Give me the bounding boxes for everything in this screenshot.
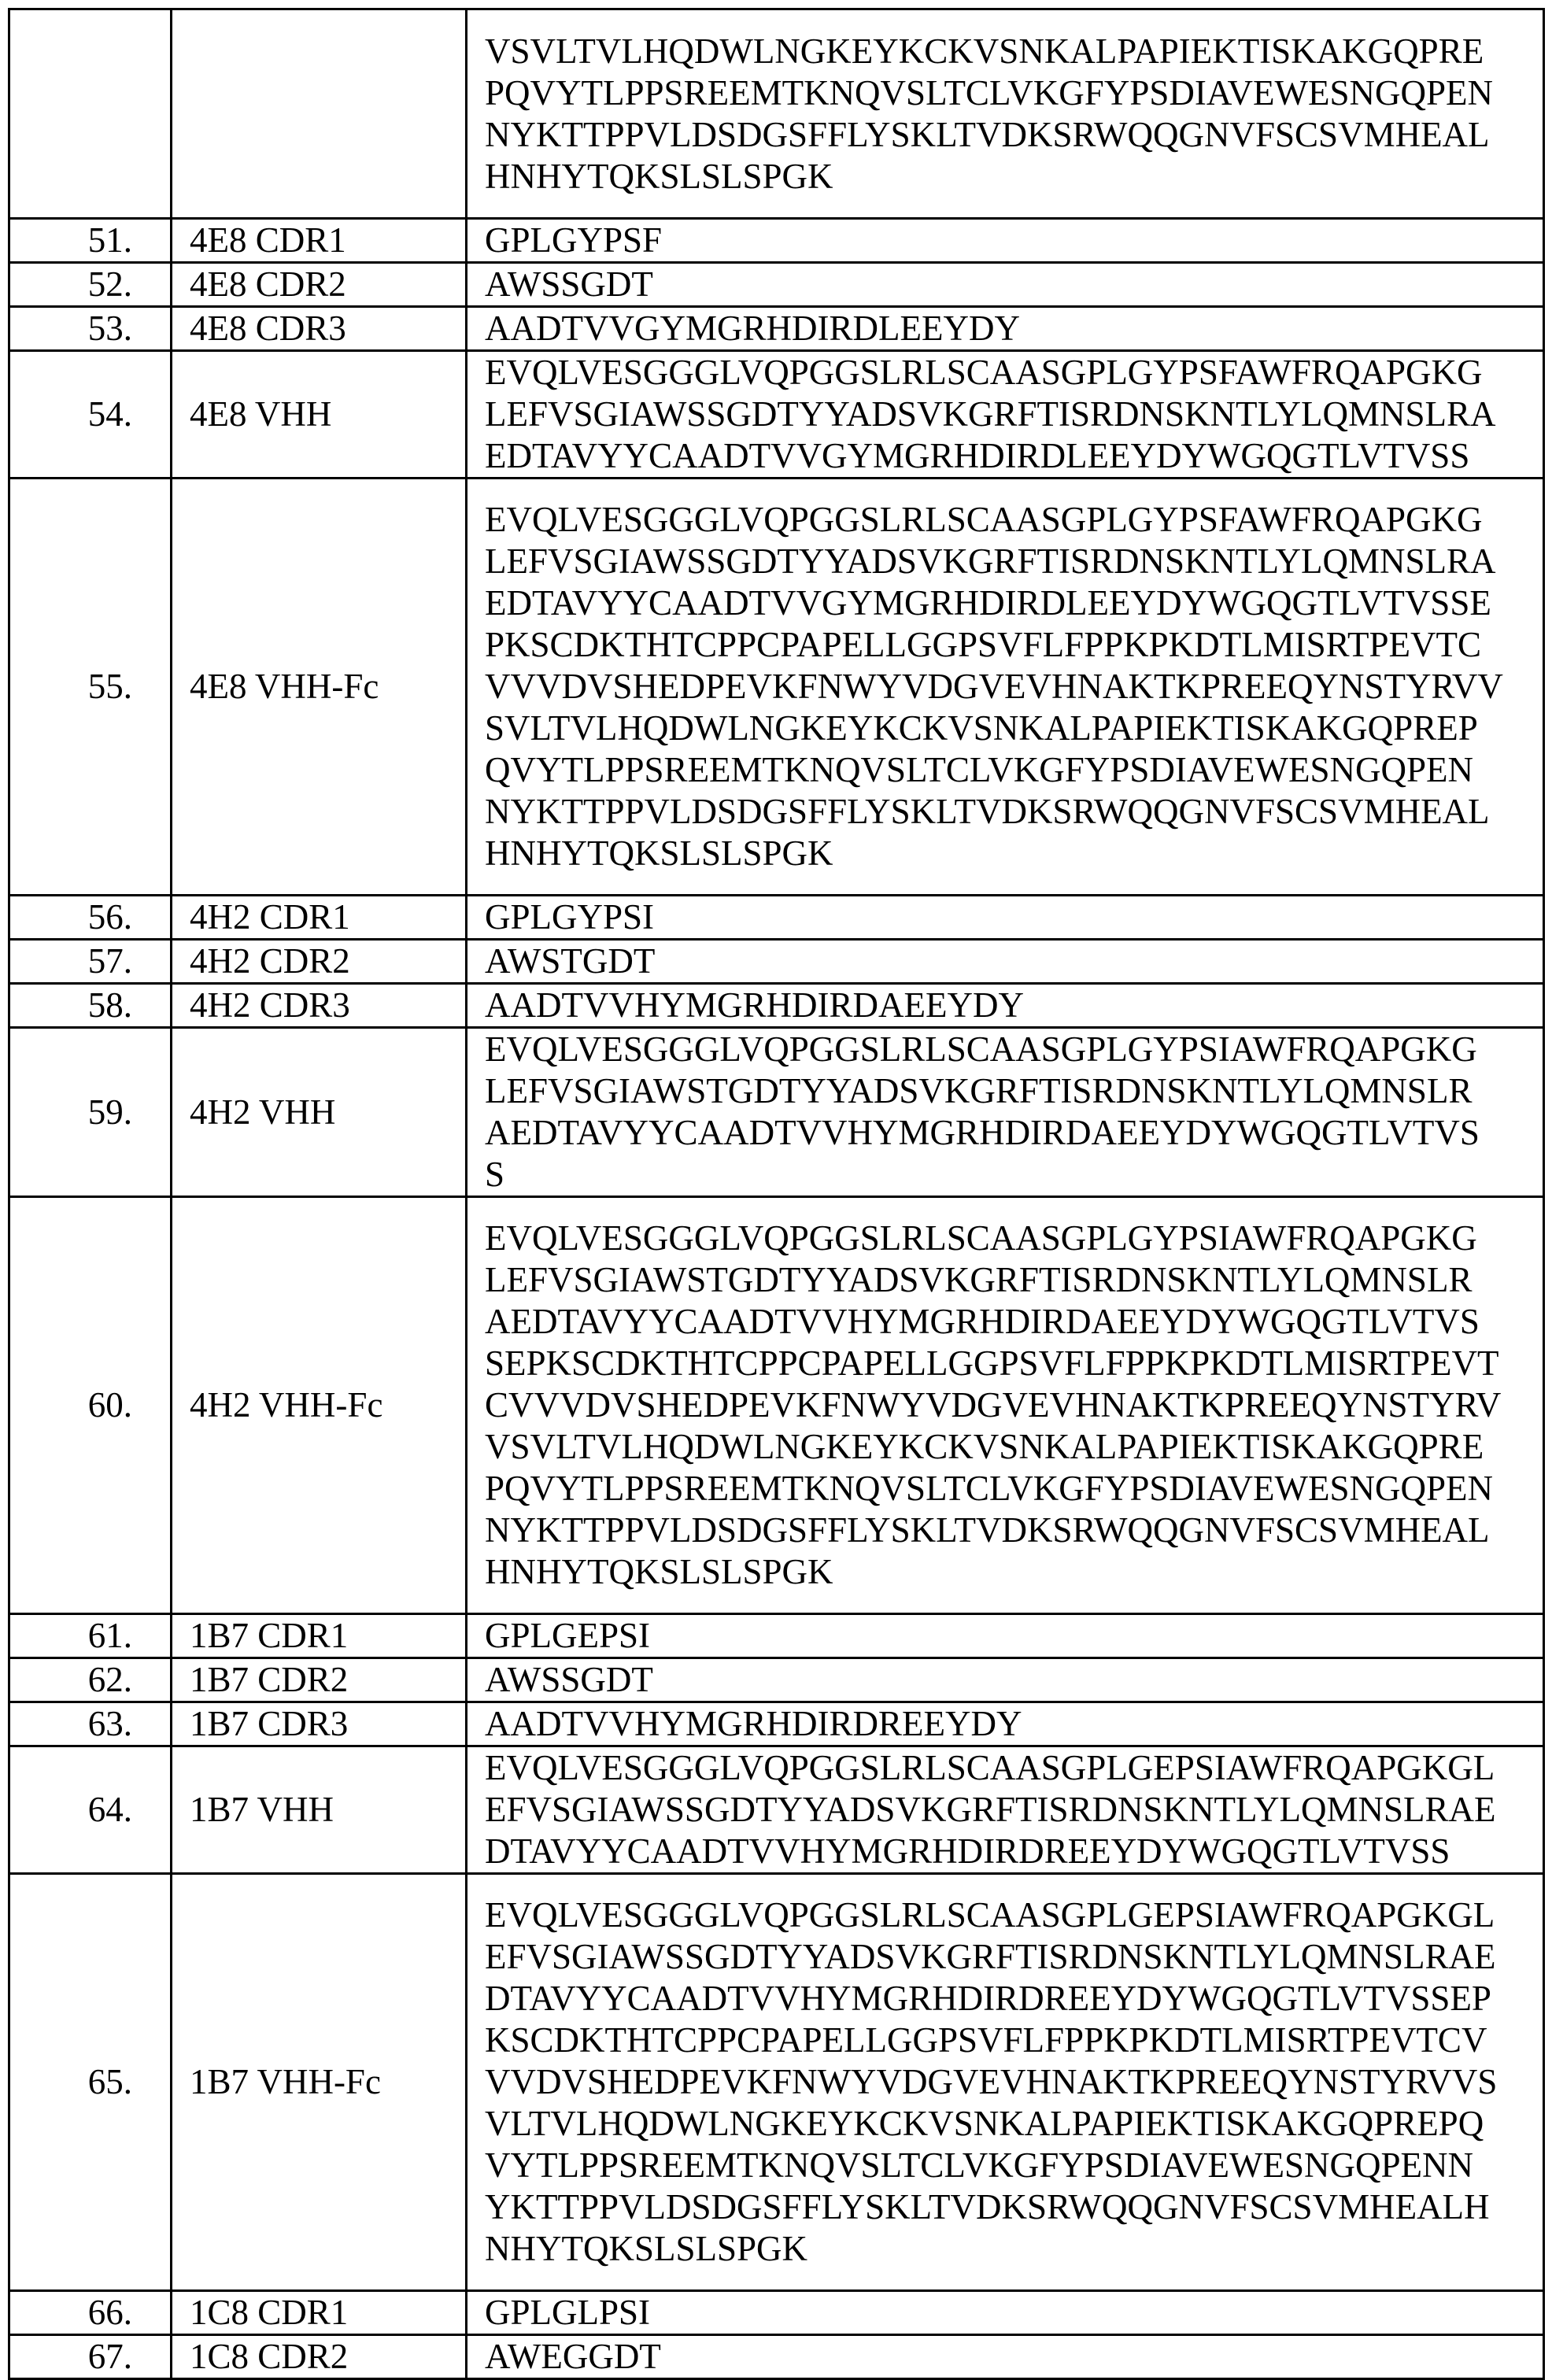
sequence-line: PQVYTLPPSREEMTKNQVSLTCLVKGFYPSDIAVEWESNGQPEN	[485, 72, 1494, 113]
sequence-line: EVQLVESGGGLVQPGGSLRLSCAASGPLGYPSIAWFRQAPGKG	[485, 1218, 1477, 1258]
sequence-name: 4H2 CDR1	[172, 896, 467, 940]
sequence-cell	[467, 2335, 1544, 2379]
sequence-cell	[467, 984, 1544, 1028]
sequence-table-body	[9, 9, 1544, 2379]
seq-id-number: 54.	[9, 351, 172, 479]
seq-id-number: 61.	[9, 1614, 172, 1658]
sequence-line: GPLGLPSI	[485, 2293, 651, 2332]
table-row	[9, 2335, 1544, 2379]
sequence-cell	[467, 479, 1544, 896]
sequence-cell	[467, 1874, 1544, 2291]
sequence-line: LEFVSGIAWSSGDTYYADSVKGRFTISRDNSKNTLYLQMNSLRA	[485, 394, 1496, 434]
sequence-cell	[467, 1614, 1544, 1658]
sequence-name: 1C8 CDR2	[172, 2335, 467, 2379]
sequence-name: 4H2 CDR2	[172, 940, 467, 984]
sequence-line: GPLGYPSI	[485, 897, 655, 937]
sequence-name: 4E8 CDR3	[172, 307, 467, 351]
sequence-cell	[467, 351, 1544, 479]
sequence-line: KSCDKTHTCPPCPAPELLGGPSVFLFPPKPKDTLMISRTPEVTCV	[485, 2020, 1487, 2060]
table-row	[9, 940, 1544, 984]
table-row	[9, 263, 1544, 307]
sequence-cell	[467, 1197, 1544, 1614]
sequence-name: 4E8 CDR1	[172, 219, 467, 263]
table-row	[9, 307, 1544, 351]
sequence-line: VVVDVSHEDPEVKFNWYVDGVEVHNAKTKPREEQYNSTYRVV	[485, 667, 1503, 706]
sequence-name: 4E8 VHH-Fc	[172, 479, 467, 896]
table-row	[9, 479, 1544, 896]
sequence-cell	[467, 2291, 1544, 2335]
sequence-name: 4H2 VHH	[172, 1028, 467, 1197]
sequence-line: VLTVLHQDWLNGKEYKCKVSNKALPAPIEKTISKAKGQPREPQ	[485, 2104, 1484, 2143]
sequence-name: 4E8 CDR2	[172, 263, 467, 307]
sequence-line: VYTLPPSREEMTKNQVSLTCLVKGFYPSDIAVEWESNGQPENN	[485, 2145, 1474, 2185]
sequence-line: DTAVYYCAADTVVHYMGRHDIRDREEYDYWGQGTLVTVSSEP	[485, 1979, 1491, 2018]
sequence-line: AEDTAVYYCAADTVVHYMGRHDIRDAEEYDYWGQGTLVTVS	[485, 1113, 1480, 1152]
sequence-name: 1B7 VHH-Fc	[172, 1874, 467, 2291]
sequence-name: 1B7 VHH	[172, 1746, 467, 1874]
table-row	[9, 351, 1544, 479]
sequence-line: SEPKSCDKTHTCPPCPAPELLGGPSVFLFPPKPKDTLMISRTPEVT	[485, 1343, 1499, 1383]
sequence-line: AWSSGDT	[485, 1660, 653, 1699]
sequence-line: LEFVSGIAWSSGDTYYADSVKGRFTISRDNSKNTLYLQMNSLRA	[485, 541, 1496, 581]
seq-id-number: 52.	[9, 263, 172, 307]
sequence-cell	[467, 219, 1544, 263]
sequence-line: CVVVDVSHEDPEVKFNWYVDGVEVHNAKTKPREEQYNSTYRV	[485, 1385, 1502, 1425]
sequence-name	[172, 9, 467, 219]
seq-id-number: 58.	[9, 984, 172, 1028]
seq-id-number: 66.	[9, 2291, 172, 2335]
sequence-line: PQVYTLPPSREEMTKNQVSLTCLVKGFYPSDIAVEWESNGQPEN	[485, 1469, 1494, 1508]
seq-id-number: 64.	[9, 1746, 172, 1874]
sequence-cell	[467, 1028, 1544, 1197]
seq-id-number: 56.	[9, 896, 172, 940]
seq-id-number: 55.	[9, 479, 172, 896]
sequence-table	[8, 8, 1545, 2380]
sequence-name: 1B7 CDR1	[172, 1614, 467, 1658]
sequence-cell	[467, 896, 1544, 940]
sequence-line: LEFVSGIAWSTGDTYYADSVKGRFTISRDNSKNTLYLQMNSLR	[485, 1071, 1473, 1111]
seq-id-number	[9, 9, 172, 219]
sequence-cell	[467, 1658, 1544, 1702]
table-row	[9, 1197, 1544, 1614]
sequence-line: YKTTPPVLDSDGSFFLYSKLTVDKSRWQQGNVFSCSVMHEALH	[485, 2187, 1490, 2227]
sequence-line: VSVLTVLHQDWLNGKEYKCKVSNKALPAPIEKTISKAKGQPRE	[485, 31, 1484, 71]
table-row	[9, 984, 1544, 1028]
seq-id-number: 59.	[9, 1028, 172, 1197]
sequence-line: EVQLVESGGGLVQPGGSLRLSCAASGPLGYPSFAWFRQAPGKG	[485, 500, 1483, 539]
sequence-line: AEDTAVYYCAADTVVHYMGRHDIRDAEEYDYWGQGTLVTVS	[485, 1302, 1480, 1341]
sequence-line: S	[485, 1155, 505, 1194]
sequence-line: SVLTVLHQDWLNGKEYKCKVSNKALPAPIEKTISKAKGQPREP	[485, 708, 1478, 748]
table-row	[9, 9, 1544, 219]
sequence-name: 1C8 CDR1	[172, 2291, 467, 2335]
sequence-cell	[467, 263, 1544, 307]
sequence-line: QVYTLPPSREEMTKNQVSLTCLVKGFYPSDIAVEWESNGQPEN	[485, 750, 1474, 789]
seq-id-number: 63.	[9, 1702, 172, 1746]
sequence-name: 4H2 VHH-Fc	[172, 1197, 467, 1614]
seq-id-number: 67.	[9, 2335, 172, 2379]
sequence-line: NYKTTPPVLDSDGSFFLYSKLTVDKSRWQQGNVFSCSVMHEAL	[485, 1510, 1490, 1550]
sequence-cell	[467, 1746, 1544, 1874]
table-row	[9, 1028, 1544, 1197]
sequence-cell	[467, 307, 1544, 351]
sequence-line: AADTVVHYMGRHDIRDAEEYDY	[485, 985, 1024, 1025]
sequence-line: EDTAVYYCAADTVVGYMGRHDIRDLEEYDYWGQGTLVTVSSE	[485, 583, 1491, 623]
table-row	[9, 219, 1544, 263]
sequence-line: VVDVSHEDPEVKFNWYVDGVEVHNAKTKPREEQYNSTYRVVS	[485, 2062, 1498, 2101]
sequence-line: HNHYTQKSLSLSPGK	[485, 1552, 833, 1591]
sequence-line: EVQLVESGGGLVQPGGSLRLSCAASGPLGEPSIAWFRQAPGKGL	[485, 1895, 1495, 1935]
sequence-line: AWSSGDT	[485, 264, 653, 304]
sequence-line: NYKTTPPVLDSDGSFFLYSKLTVDKSRWQQGNVFSCSVMHEAL	[485, 792, 1490, 831]
sequence-line: EVQLVESGGGLVQPGGSLRLSCAASGPLGYPSIAWFRQAPGKG	[485, 1029, 1477, 1069]
sequence-name: 4E8 VHH	[172, 351, 467, 479]
seq-id-number: 51.	[9, 219, 172, 263]
sequence-line: PKSCDKTHTCPPCPAPELLGGPSVFLFPPKPKDTLMISRTPEVTC	[485, 625, 1481, 664]
table-row	[9, 1702, 1544, 1746]
sequence-line: EFVSGIAWSSGDTYYADSVKGRFTISRDNSKNTLYLQMNSLRAE	[485, 1790, 1496, 1829]
sequence-line: GPLGYPSF	[485, 220, 663, 260]
sequence-line: AADTVVHYMGRHDIRDREEYDY	[485, 1704, 1022, 1743]
seq-id-number: 53.	[9, 307, 172, 351]
table-row	[9, 1746, 1544, 1874]
sequence-name: 1B7 CDR2	[172, 1658, 467, 1702]
table-row	[9, 1874, 1544, 2291]
sequence-line: EDTAVYYCAADTVVGYMGRHDIRDLEEYDYWGQGTLVTVSS	[485, 436, 1470, 475]
table-row	[9, 2291, 1544, 2335]
sequence-line: AADTVVGYMGRHDIRDLEEYDY	[485, 309, 1020, 348]
table-row	[9, 896, 1544, 940]
sequence-line: VSVLTVLHQDWLNGKEYKCKVSNKALPAPIEKTISKAKGQPRE	[485, 1427, 1484, 1466]
table-row	[9, 1658, 1544, 1702]
sequence-name: 4H2 CDR3	[172, 984, 467, 1028]
sequence-line: EVQLVESGGGLVQPGGSLRLSCAASGPLGEPSIAWFRQAPGKGL	[485, 1748, 1495, 1787]
sequence-cell	[467, 9, 1544, 219]
seq-id-number: 57.	[9, 940, 172, 984]
seq-id-number: 62.	[9, 1658, 172, 1702]
sequence-line: AWEGGDT	[485, 2337, 661, 2376]
sequence-line: LEFVSGIAWSTGDTYYADSVKGRFTISRDNSKNTLYLQMNSLR	[485, 1260, 1473, 1299]
sequence-line: GPLGEPSI	[485, 1616, 651, 1655]
sequence-line: EVQLVESGGGLVQPGGSLRLSCAASGPLGYPSFAWFRQAPGKG	[485, 353, 1483, 392]
sequence-line: HNHYTQKSLSLSPGK	[485, 156, 833, 196]
table-row	[9, 1614, 1544, 1658]
seq-id-number: 60.	[9, 1197, 172, 1614]
sequence-line: AWSTGDT	[485, 941, 656, 981]
seq-id-number: 65.	[9, 1874, 172, 2291]
sequence-cell	[467, 1702, 1544, 1746]
sequence-line: EFVSGIAWSSGDTYYADSVKGRFTISRDNSKNTLYLQMNSLRAE	[485, 1937, 1496, 1976]
sequence-line: HNHYTQKSLSLSPGK	[485, 833, 833, 873]
sequence-line: NHYTQKSLSLSPGK	[485, 2229, 808, 2268]
sequence-line: NYKTTPPVLDSDGSFFLYSKLTVDKSRWQQGNVFSCSVMHEAL	[485, 114, 1490, 154]
sequence-line: DTAVYYCAADTVVHYMGRHDIRDREEYDYWGQGTLVTVSS	[485, 1831, 1450, 1871]
sequence-cell	[467, 940, 1544, 984]
sequence-name: 1B7 CDR3	[172, 1702, 467, 1746]
